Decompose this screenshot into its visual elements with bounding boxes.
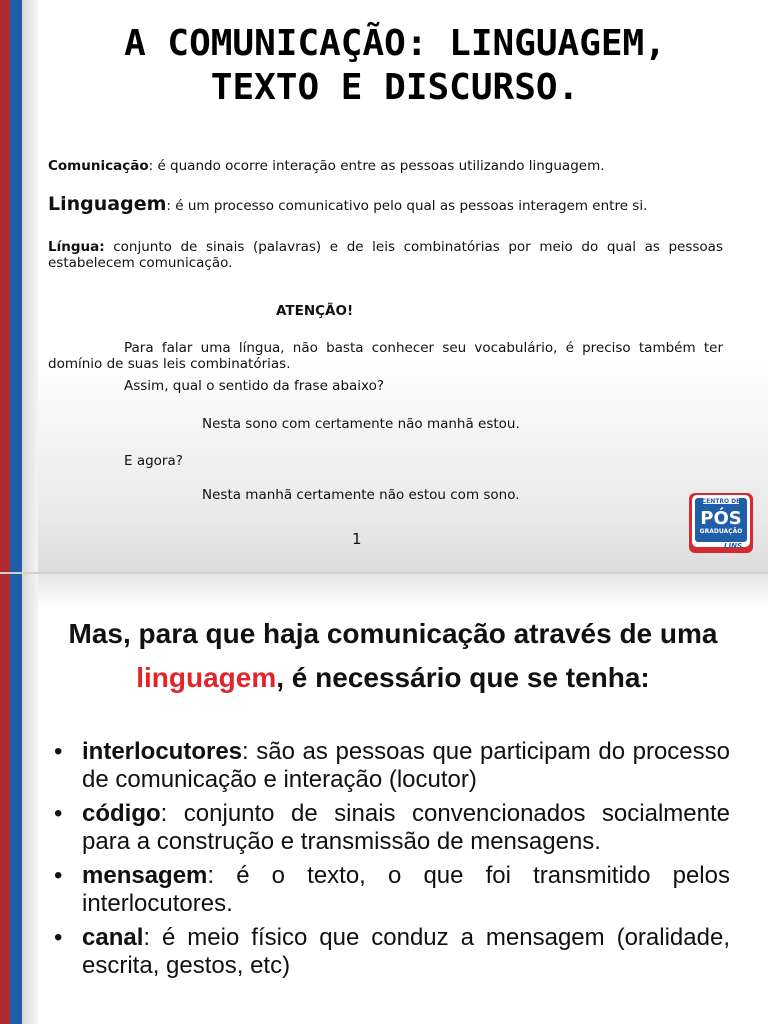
comunicacao-definition bbox=[48, 158, 723, 174]
bullet-def: : é meio físico que conduz a mensagem (oralidade, escrita, gestos, etc) bbox=[82, 924, 730, 979]
list-item bbox=[54, 800, 730, 856]
bullet-icon: • bbox=[54, 862, 63, 889]
bullet-def: : é o texto, o que foi transmitido pelos interlocutores. bbox=[82, 862, 730, 917]
lingua-definition bbox=[48, 239, 723, 271]
logo-top-text: CENTRO DE bbox=[701, 498, 741, 505]
bullet-term: mensagem bbox=[82, 862, 208, 889]
slide-1-title bbox=[40, 22, 750, 110]
bullet-icon: • bbox=[54, 924, 63, 951]
e-agora: E agora? bbox=[124, 453, 183, 469]
logo-brand-text: LINS bbox=[724, 542, 742, 550]
title-line-1: A COMUNICAÇÃO: LINGUAGEM, bbox=[124, 23, 666, 64]
bullet-term: interlocutores bbox=[82, 738, 243, 765]
list-item bbox=[54, 738, 730, 794]
pos-graduacao-logo bbox=[686, 490, 756, 556]
assim-question: Assim, qual o sentido da frase abaixo? bbox=[124, 378, 385, 394]
bullet-def: : conjunto de sinais convencionados socialmente para a construção e transmissão de mensagens. bbox=[82, 800, 730, 855]
left-decorative-band bbox=[0, 0, 38, 574]
linguagem-definition bbox=[48, 193, 723, 215]
bullet-term: canal bbox=[82, 924, 144, 951]
requirements-list bbox=[54, 738, 730, 986]
lingua-term: Língua: bbox=[48, 239, 105, 255]
linguagem-term: Linguagem bbox=[48, 193, 167, 215]
logo-main-text: PÓS bbox=[700, 508, 742, 529]
frase-1: Nesta sono com certamente não manhã estou. bbox=[202, 416, 520, 432]
list-item bbox=[54, 924, 730, 980]
bullet-icon: • bbox=[54, 800, 63, 827]
bullet-icon: • bbox=[54, 738, 63, 765]
title-2-part-1: Mas, para que haja comunicação através de uma bbox=[68, 618, 718, 649]
bullet-term: código bbox=[82, 800, 161, 827]
list-item bbox=[54, 862, 730, 918]
slide-2-title bbox=[48, 612, 738, 700]
comunicacao-def: : é quando ocorre interação entre as pessoas utilizando linguagem. bbox=[148, 158, 605, 174]
title-2-part-2: , é necessário que se tenha: bbox=[276, 662, 650, 693]
frase-2: Nesta manhã certamente não estou com sono. bbox=[202, 487, 520, 503]
page-number: 1 bbox=[352, 530, 362, 548]
title-line-2: TEXTO E DISCURSO. bbox=[210, 67, 580, 108]
left-decorative-band-2 bbox=[0, 574, 38, 1024]
linguagem-def: : é um processo comunicativo pelo qual as pessoas interagem entre si. bbox=[166, 198, 648, 214]
bullet-def: : são as pessoas que participam do processo de comunicação e interação (locutor) bbox=[82, 738, 730, 793]
lingua-def: conjunto de sinais (palavras) e de leis combinatórias por meio do qual as pessoas estabelecem comunicação. bbox=[48, 239, 723, 271]
atencao-heading: ATENÇÃO! bbox=[276, 303, 354, 319]
logo-sub-text: GRADUAÇÃO bbox=[699, 528, 743, 535]
title-2-red-word: linguagem bbox=[136, 662, 277, 693]
para-falar-paragraph: Para falar uma língua, não basta conhecer seu vocabulário, é preciso também ter domínio de suas leis combinatórias. bbox=[48, 340, 723, 372]
comunicacao-term: Comunicação bbox=[48, 158, 149, 174]
